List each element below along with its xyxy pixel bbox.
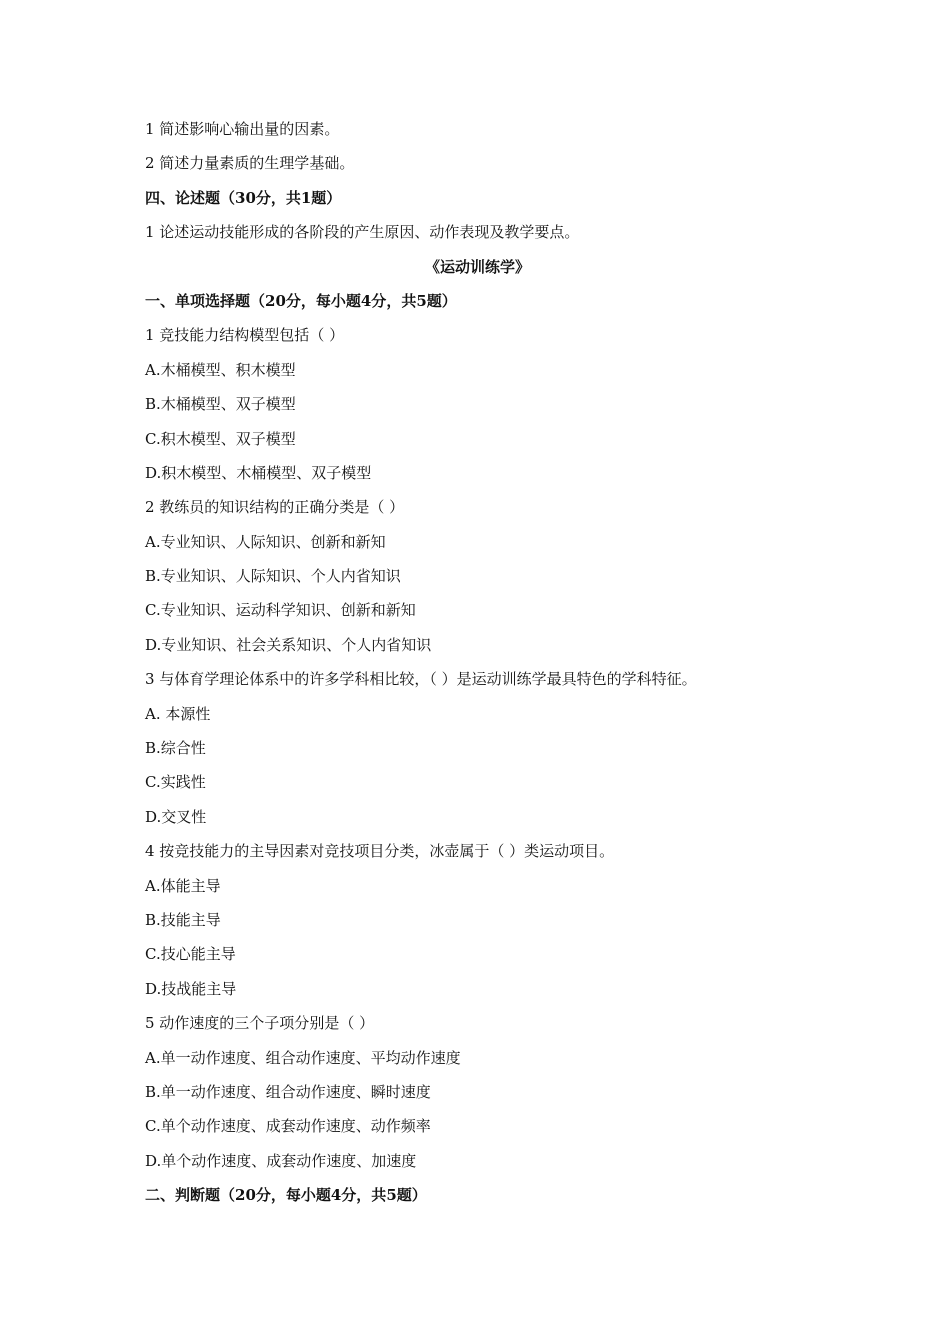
text-line: 3 与体育学理论体系中的许多学科相比较，（ ）是运动训练学最具特色的学科特征。	[145, 670, 697, 689]
text-line: B.单一动作速度、组合动作速度、瞬时速度	[145, 1082, 431, 1101]
text-line: B.木桶模型、双子模型	[145, 395, 296, 414]
text-line: 1 竞技能力结构模型包括（ ）	[145, 326, 345, 345]
text-line: D.交叉性	[145, 807, 207, 826]
text-line: B.技能主导	[145, 910, 221, 929]
text-line: B.专业知识、人际知识、个人内省知识	[145, 567, 401, 586]
text-line: C.单个动作速度、成套动作速度、动作频率	[145, 1117, 431, 1136]
text-line: 2 简述力量素质的生理学基础。	[145, 154, 355, 173]
course-title: 《运动训练学》	[424, 257, 530, 276]
text-line: A.单一动作速度、组合动作速度、平均动作速度	[145, 1048, 461, 1067]
text-line: C.技心能主导	[145, 945, 236, 964]
document-page	[145, 112, 845, 1213]
text-line: B.综合性	[145, 739, 206, 758]
text-line: A.专业知识、人际知识、创新和新知	[145, 532, 386, 551]
section-heading: 二、判断题（20分，每小题4分，共5题）	[145, 1186, 427, 1205]
text-line: A.木桶模型、积木模型	[145, 360, 296, 379]
section-heading: 一、单项选择题（20分，每小题4分，共5题）	[145, 291, 457, 310]
text-line: C.实践性	[145, 773, 206, 792]
text-line: C.积木模型、双子模型	[145, 429, 296, 448]
text-line: 1 简述影响心输出量的因素。	[145, 120, 340, 138]
text-line: C.专业知识、运动科学知识、创新和新知	[145, 601, 416, 620]
text-line: D.积木模型、木桶模型、双子模型	[145, 463, 372, 482]
text-line: 5 动作速度的三个子项分别是（ ）	[145, 1014, 375, 1033]
text-line: A.体能主导	[145, 876, 221, 895]
text-line: D.专业知识、社会关系知识、个人内省知识	[145, 635, 432, 654]
text-line: 2 教练员的知识结构的正确分类是（ ）	[145, 498, 405, 517]
section-heading: 四、论述题（30分，共1题）	[145, 188, 342, 207]
text-line: 1 论述运动技能形成的各阶段的产生原因、动作表现及教学要点。	[145, 223, 580, 242]
text-line: D.技战能主导	[145, 979, 237, 998]
text-line: D.单个动作速度、成套动作速度、加速度	[145, 1151, 417, 1170]
text-line: 4 按竞技能力的主导因素对竞技项目分类，冰壶属于（ ）类运动项目。	[145, 842, 615, 861]
text-line: A. 本源性	[145, 704, 211, 723]
